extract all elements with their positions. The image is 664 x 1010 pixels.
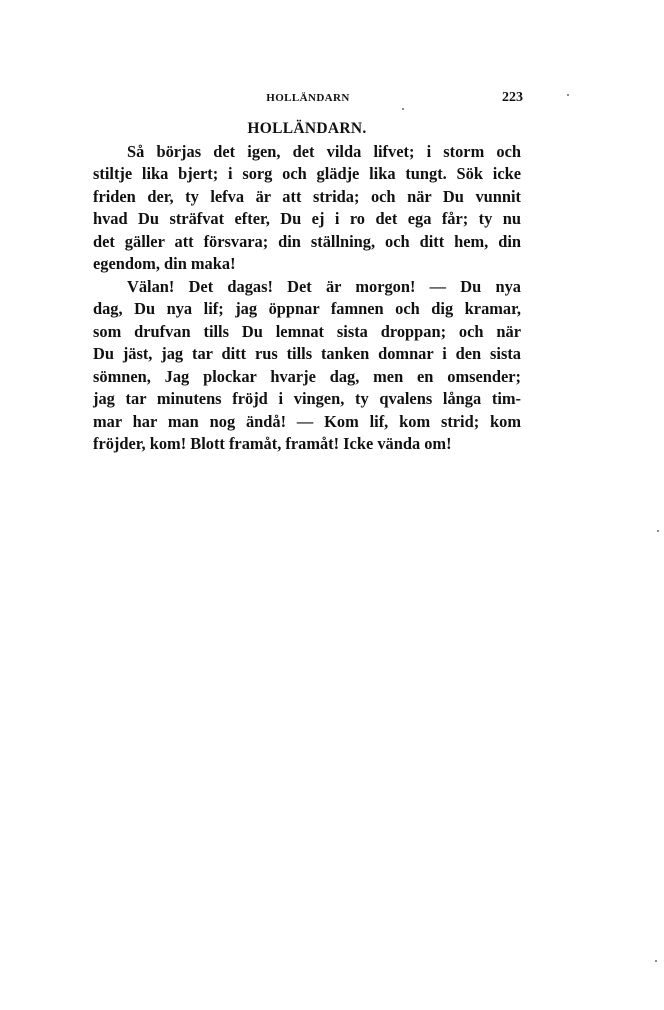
scan-speck <box>402 108 404 110</box>
paragraph-2 <box>93 276 521 456</box>
text-line: sömnen, Jag plockar hvarje dag, men en omsender; <box>93 366 521 386</box>
scan-speck <box>657 530 659 532</box>
text-line: egendom, din maka! <box>93 254 236 273</box>
text-line: mar har man nog ändå! — Kom lif, kom strid; kom <box>93 411 521 431</box>
scan-speck <box>567 94 569 96</box>
body-text <box>93 118 521 456</box>
text-line: Välan! Det dagas! Det är morgon! — Du nya <box>127 276 521 296</box>
text-line: Så börjas det igen, det vilda lifvet; i storm och <box>127 141 521 161</box>
text-line: fröjder, kom! Blott framåt, framåt! Icke vända om! <box>93 434 452 453</box>
scan-speck <box>655 960 657 962</box>
text-line: dag, Du nya lif; jag öppnar famnen och dig kramar, <box>93 299 521 318</box>
text-line: friden der, ty lefva är att strida; och när Du vunnit <box>93 186 521 206</box>
running-title: HOLLÄNDARN <box>266 92 350 104</box>
text-line: Du jäst, jag tar ditt rus tills tanken domnar i den sista <box>93 344 521 363</box>
chapter-title: HOLLÄNDARN. <box>247 120 367 137</box>
running-header <box>93 90 523 108</box>
text-line: jag tar minutens fröjd i vingen, ty qvalens långa tim- <box>93 389 521 408</box>
text-line: det gäller att försvara; din ställning, och ditt hem, din <box>93 231 521 251</box>
text-line: som drufvan tills Du lemnat sista droppan; och när <box>93 321 521 341</box>
paragraph-1 <box>93 141 521 276</box>
text-line: stiltje lika bjert; i sorg och glädje lika tungt. Sök icke <box>93 164 521 183</box>
text-line: hvad Du sträfvat efter, Du ej i ro det ega får; ty nu <box>93 209 521 228</box>
page-number: 223 <box>502 90 523 105</box>
